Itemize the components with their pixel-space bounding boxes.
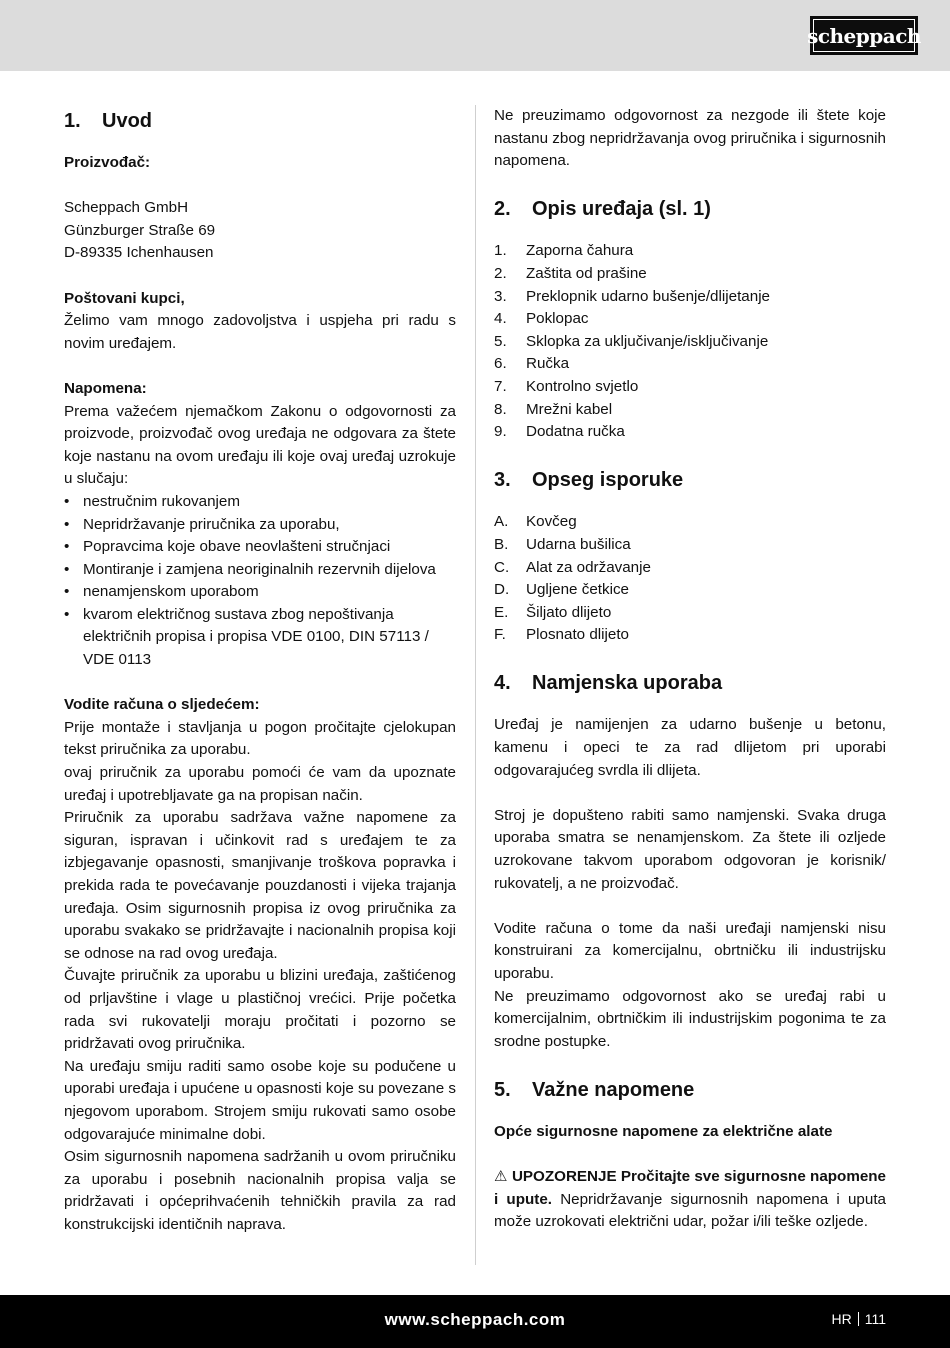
language-code: HR bbox=[831, 1311, 852, 1327]
section-heading-opis: 2. Opis uređaja (sl. 1) bbox=[494, 198, 711, 221]
note-text: Prema važećem njemačkom Zakonu o odgovornosti za proizvode, proizvođač ovog uređaja ne odgovara za štete koje nastanu na ovom uređaju ili koje ovaj uređaj uzrokuje u slučaju: bbox=[64, 402, 456, 488]
manufacturer-label: Proizvođač: bbox=[64, 154, 151, 171]
list-item: • Montiranje i zamjena neoriginalnih rezervnih dijelova bbox=[64, 559, 456, 582]
address-line: Günzburger Straße 69 bbox=[64, 221, 216, 239]
paragraph: Priručnik za uporabu sadržava važne napomene za siguran, ispravan i učinkovit rad s uređajem te za izbjegavanje opasnosti, smanjivanje troškova popravka i prekida rada te povećavanje pouzdanosti i vijeka trajanja uređaja. Osim sigurnosnih propisa iz ovog priručnika za uporabu svakako se pridržavajte i nacionalnih propisa koji se odnose na rad ovog uređaja. bbox=[64, 809, 456, 962]
page-indicator bbox=[831, 1311, 886, 1327]
greeting-title: Poštovani kupci, bbox=[64, 289, 185, 307]
list-item: 1. Zaporna čahura bbox=[494, 242, 634, 260]
paragraph: Prije montaže i stavljanja u pogon pročitajte cjelokupan tekst priručnika za uporabu. bbox=[64, 718, 456, 759]
list-item: 4. Poklopac bbox=[494, 310, 589, 328]
left-column bbox=[64, 105, 456, 1237]
paragraph: Stroj je dopušteno rabiti samo namjenski. Svaka druga uporaba smatra se nenamjenskom. Za štete ili ozljede uzrokovane takvom uporabom odgovoran je korisnik/ rukovatelj, a ne proizvođač. bbox=[494, 806, 886, 892]
section-heading-opseg: 3. Opseg isporuke bbox=[494, 469, 684, 492]
delivery-scope-list bbox=[494, 511, 886, 647]
greeting-text: Želimo vam mnogo zadovoljstva i uspjeha pri radu s novim uređajem. bbox=[64, 312, 456, 352]
address-line: D-89335 Ichenhausen bbox=[64, 244, 214, 262]
list-item: E. Šiljato dlijeto bbox=[494, 603, 612, 621]
address-line: Scheppach GmbH bbox=[64, 199, 189, 217]
device-parts-list bbox=[494, 240, 886, 443]
list-item: 3. Preklopnik udarno bušenje/dlijetanje bbox=[494, 287, 771, 305]
list-item: • Popravcima koje obave neovlašteni stručnjaci bbox=[64, 536, 456, 559]
website-url: www.scheppach.com bbox=[384, 1310, 566, 1329]
list-item: 6. Ručka bbox=[494, 355, 570, 373]
paragraph: Uređaj je namijenjen za udarno bušenje u betonu, kamenu i opeci te za rad dlijetom pri uporabi odgovarajućeg svrdla ili dlijeta. bbox=[494, 716, 886, 779]
list-item: • kvarom električnog sustava zbog nepoštivanja električnih propisa i propisa VDE 0100, DIN 57113 / VDE 0113 bbox=[64, 604, 456, 672]
paragraph: Ne preuzimamo odgovornost ako se uređaj rabi u komercijalnim, obrtničkim ili industrijskim pogonima te za srodne postupke. bbox=[494, 987, 886, 1050]
list-item: B. Udarna bušilica bbox=[494, 535, 631, 553]
column-divider bbox=[475, 105, 476, 1265]
list-item: A. Kovčeg bbox=[494, 513, 577, 531]
list-item: • nenamjenskom uporabom bbox=[64, 581, 456, 604]
paragraph: ovaj priručnik za uporabu pomoći će vam da upoznate uređaj i upotrebljavate ga na propisan način. bbox=[64, 764, 456, 804]
list-item: 7. Kontrolno svjetlo bbox=[494, 377, 639, 395]
paragraph: Osim sigurnosnih napomena sadržanih u ovom priručniku za uporabu i posebnih nacionalnih propisa valja se pridržavati i općeprihvaćenih tehničkih pravila za rad konstrukcijski identičnih naprava. bbox=[64, 1148, 456, 1233]
warning-paragraph: ⚠ UPOZORENJE Pročitajte sve sigurnosne napomene i upute. Nepridržavanje sigurnosnih napomena i uputa može uzrokovati električni udar, požar i/ili teške ozljede. bbox=[494, 1168, 886, 1231]
note-title: Napomena: bbox=[64, 379, 147, 397]
safety-subtitle: Opće sigurnosne napomene za električne alate bbox=[494, 1122, 833, 1140]
list-item: D. Ugljene četkice bbox=[494, 581, 629, 599]
paragraph: Na uređaju smiju raditi samo osobe koje su podučene u uporabi uređaja i upućene u opasnosti koje su povezane s njegovom uporabom. Strojem smiju rukovati samo osobe odgovarajuće minimalne dobi. bbox=[64, 1057, 456, 1143]
list-item: F. Plosnato dlijeto bbox=[494, 626, 630, 644]
section-heading-namjenska: 4. Namjenska uporaba bbox=[494, 672, 723, 695]
list-item: • nestručnim rukovanjem bbox=[64, 491, 456, 514]
consider-title: Vodite računa o sljedećem: bbox=[64, 696, 260, 714]
paragraph: Vodite računa o tome da naši uređaji namjenski nisu konstruirani za komercijalnu, obrtničku ili industrijsku uporabu. bbox=[494, 919, 886, 982]
separator bbox=[858, 1312, 859, 1326]
scheppach-logo: scheppach bbox=[810, 16, 918, 55]
list-item: 8. Mrežni kabel bbox=[494, 400, 613, 418]
page-number: 111 bbox=[864, 1311, 886, 1327]
liability-list bbox=[64, 491, 456, 672]
liability-text: Ne preuzimamo odgovornost za nezgode ili štete koje nastanu zbog nepridržavanja ovog priručnika i sigurnosnih napomena. bbox=[494, 107, 886, 170]
list-item: 9. Dodatna ručka bbox=[494, 423, 625, 441]
list-item: • Nepridržavanje priručnika za uporabu, bbox=[64, 514, 456, 537]
footer-bar bbox=[0, 1295, 950, 1348]
section-heading-uvod: 1. Uvod bbox=[64, 110, 152, 132]
list-item: 5. Sklopka za uključivanje/isključivanje bbox=[494, 332, 769, 350]
list-item: C. Alat za održavanje bbox=[494, 558, 651, 576]
right-column bbox=[494, 105, 886, 1234]
section-heading-vazne: 5. Važne napomene bbox=[494, 1078, 695, 1101]
list-item: 2. Zaštita od prašine bbox=[494, 264, 647, 282]
header-bar bbox=[0, 0, 950, 71]
paragraph: Čuvajte priručnik za uporabu u blizini uređaja, zaštićenog od prljavštine i vlage u plastičnoj vrećici. Prije početka rada svi rukovatelji moraju pročitati i pozorno se pridržavati ovog priručnika. bbox=[64, 967, 456, 1053]
warning-triangle-icon: ⚠ bbox=[494, 1168, 512, 1186]
